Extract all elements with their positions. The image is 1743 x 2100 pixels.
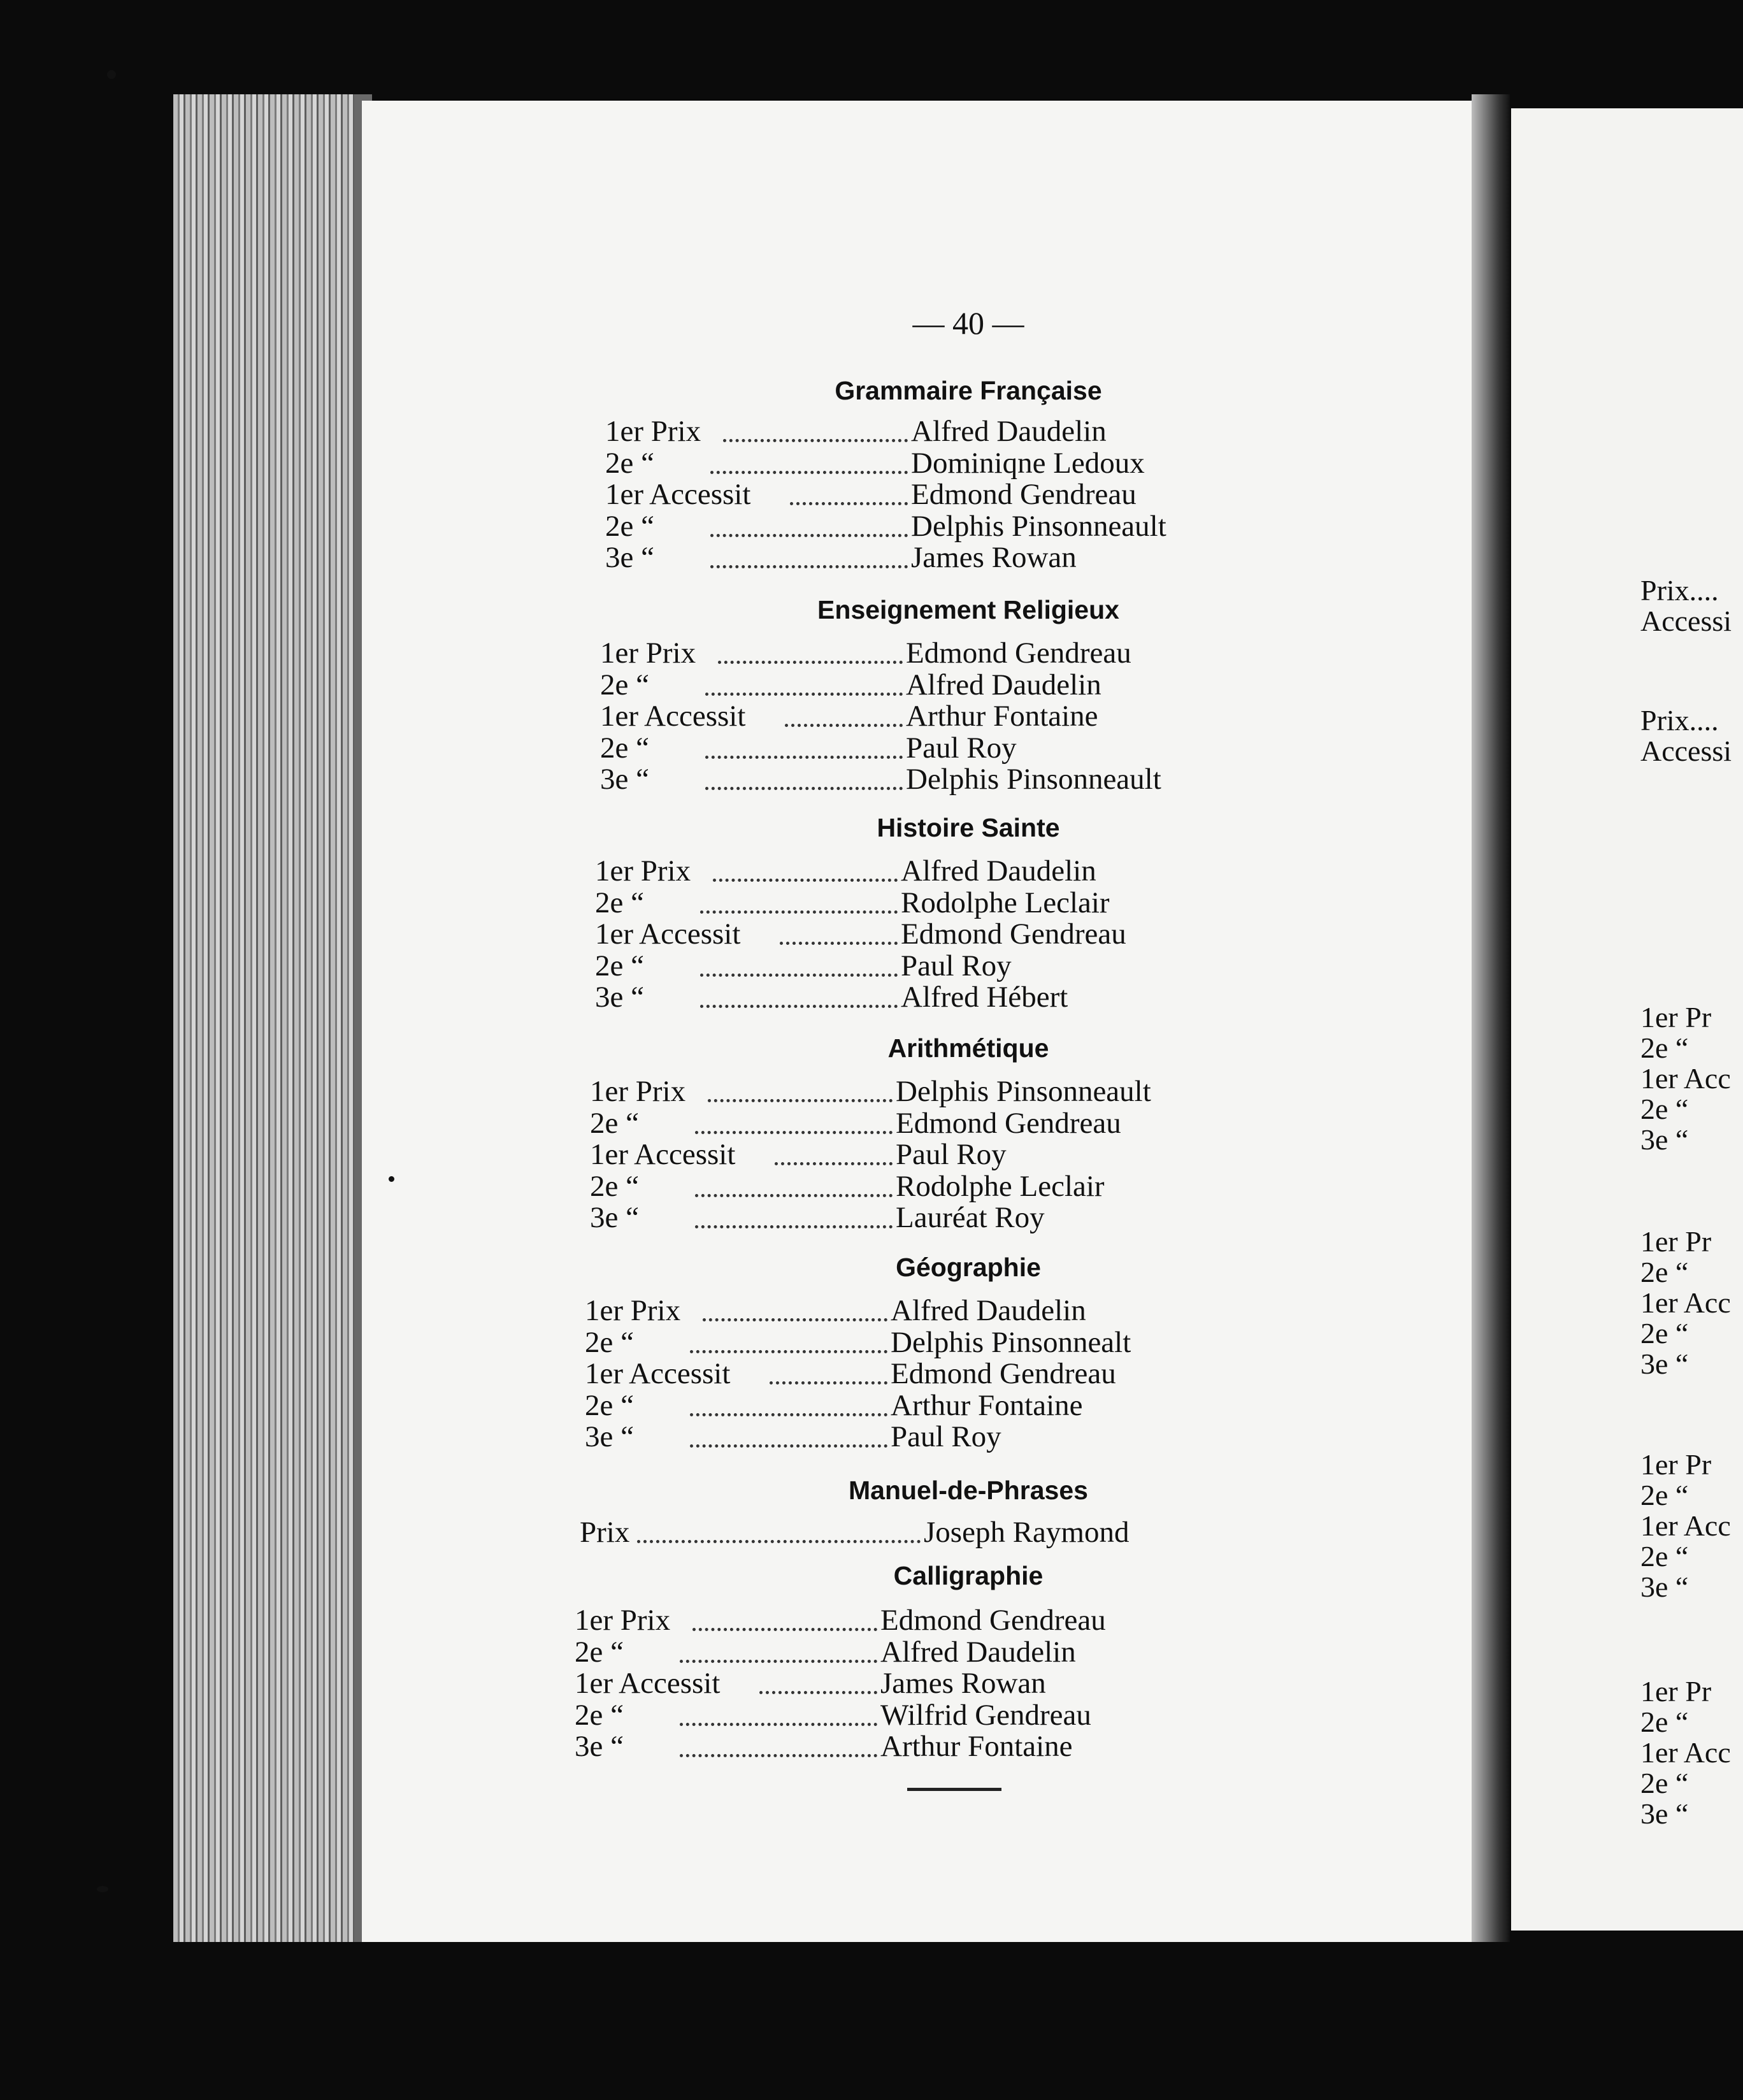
dot-leader [710,540,908,568]
dot-leader [637,1515,921,1543]
right-page-fragment: 2e “ [1640,1317,1689,1349]
prize-row [575,1603,1237,1636]
right-page-fragment: 1er Pr [1640,1001,1712,1033]
student-name: Lauréat Roy [896,1201,1045,1234]
prize-row [605,414,1268,447]
dot-leader [690,1388,887,1416]
book-gutter [1472,94,1510,1942]
dot-leader [718,636,903,664]
prize-row [590,1106,1252,1139]
prize-rank: 2e “ [600,731,649,765]
dot-leader [770,1356,887,1384]
right-page-fragment: Accessi [1640,735,1732,767]
dot-leader [705,668,903,696]
prize-rank: 1er Prix [600,636,696,670]
student-name: Alfred Daudelin [906,668,1101,701]
dot-leader [695,1106,893,1134]
student-name: Dominiqne Ledoux [911,446,1145,480]
prize-row [585,1356,1247,1390]
prize-rank: 2e “ [605,509,654,543]
dot-leader [680,1698,877,1726]
dot-leader [700,980,898,1008]
prize-row [585,1325,1247,1358]
student-name: Alfred Hébert [901,981,1068,1014]
prize-rank: 1er Prix [590,1075,686,1108]
student-name: Joseph Raymond [924,1516,1130,1549]
prize-rank: 3e “ [585,1420,634,1453]
dot-leader [708,1074,893,1102]
right-page-fragment: 3e “ [1640,1797,1689,1830]
prize-row [595,854,1258,887]
right-page-fragment: 1er Acc [1640,1286,1731,1319]
prize-row [605,540,1268,573]
prize-rank: 1er Prix [605,415,701,448]
right-page-fragment: 2e “ [1640,1706,1689,1738]
section-heading: Manuel-de-Phrases [849,1476,1088,1505]
prize-row [600,731,1263,764]
student-name: Delphis Pinsonneault [906,763,1161,796]
student-name: Edmond Gendreau [891,1357,1116,1390]
right-page-fragment: 2e “ [1640,1256,1689,1288]
dot-leader [759,1666,877,1694]
speck [107,70,116,79]
student-name: Alfred Daudelin [911,415,1107,448]
prize-row [595,886,1258,919]
prize-rank: 2e “ [590,1106,639,1140]
student-name: Alfred Daudelin [880,1635,1076,1669]
right-page-fragment: 3e “ [1640,1348,1689,1380]
prize-rank: 2e “ [595,949,644,982]
section-heading: Histoire Sainte [877,813,1060,842]
student-name: Paul Roy [891,1420,1001,1453]
prize-row [585,1388,1247,1421]
student-name: Delphis Pinsonneault [896,1075,1151,1108]
prize-row [580,1515,1242,1548]
section-heading: Géographie [896,1253,1041,1282]
student-name: Edmond Gendreau [906,636,1131,670]
prize-row [605,446,1268,479]
student-name: Rodolphe Leclair [896,1169,1105,1203]
prize-rank: Prix [580,1516,630,1549]
dot-leader [705,762,903,790]
prize-rank: 3e “ [605,541,654,574]
student-name: Paul Roy [906,731,1017,765]
prize-row [600,636,1263,669]
speck [97,1886,108,1892]
student-name: Paul Roy [896,1138,1007,1171]
prize-row [575,1729,1237,1762]
dot-leader [690,1325,887,1353]
prize-row [575,1635,1237,1668]
prize-row [600,699,1263,732]
right-page-fragment: Prix.... [1640,704,1719,737]
dot-leader [790,477,908,505]
dot-leader [680,1635,877,1663]
prize-row [595,917,1258,950]
prize-rank: 3e “ [595,981,644,1014]
prize-rank: 2e “ [605,446,654,480]
section-heading: Enseignement Religieux [817,595,1119,624]
section-heading: Calligraphie [893,1561,1044,1590]
page-number: — 40 — [912,305,1024,341]
student-name: James Rowan [880,1667,1046,1700]
right-page-fragment: 1er Pr [1640,1675,1712,1708]
dot-leader [700,949,898,977]
dot-leader [695,1200,893,1228]
right-page-fragment: 2e “ [1640,1479,1689,1511]
prize-rank: 3e “ [575,1730,624,1763]
speck [389,1176,394,1182]
dot-leader [710,509,908,537]
end-rule [907,1788,1001,1791]
dot-leader [785,699,903,727]
prize-rank: 1er Prix [575,1604,671,1637]
prize-row [585,1293,1247,1327]
right-page-fragment: 1er Acc [1640,1062,1731,1095]
prize-row [595,980,1258,1013]
prize-rank: 1er Accessit [605,478,751,511]
student-name: Edmond Gendreau [901,917,1126,951]
right-page-fragment: Accessi [1640,605,1732,637]
dot-leader [705,731,903,759]
prize-rank: 2e “ [595,886,644,919]
prize-rank: 1er Accessit [575,1667,721,1700]
student-name: Wilfrid Gendreau [880,1698,1091,1732]
prize-rank: 1er Accessit [600,700,746,733]
student-name: Delphis Pinsonnealt [891,1325,1131,1359]
prize-rank: 2e “ [590,1169,639,1203]
student-name: James Rowan [911,541,1077,574]
right-page-fragment: 3e “ [1640,1571,1689,1603]
student-name: Arthur Fontaine [880,1730,1073,1763]
prize-rank: 1er Accessit [585,1357,731,1390]
prize-rank: 1er Accessit [595,917,741,951]
prize-rank: 2e “ [575,1635,624,1669]
student-name: Rodolphe Leclair [901,886,1110,919]
prize-row [590,1200,1252,1233]
right-page-fragment: 1er Pr [1640,1448,1712,1481]
dot-leader [690,1420,887,1448]
right-page-fragment: 2e “ [1640,1540,1689,1572]
prize-rank: 2e “ [575,1698,624,1732]
prize-row [590,1074,1252,1107]
prize-row [605,509,1268,542]
prize-rank: 2e “ [585,1388,634,1422]
dot-leader [695,1169,893,1197]
dot-leader [780,917,898,945]
student-name: Edmond Gendreau [911,478,1137,511]
right-page-fragment: 2e “ [1640,1093,1689,1125]
dot-leader [692,1603,877,1631]
right-page-fragment: 2e “ [1640,1032,1689,1064]
prize-rank: 3e “ [600,763,649,796]
dot-leader [710,446,908,474]
prize-row [575,1698,1237,1731]
dot-leader [723,414,908,442]
prize-rank: 2e “ [585,1325,634,1359]
dot-leader [703,1293,887,1321]
dot-leader [700,886,898,914]
student-name: Edmond Gendreau [896,1106,1121,1140]
prize-row [600,668,1263,701]
section-heading: Arithmétique [887,1033,1049,1063]
student-name: Arthur Fontaine [906,700,1098,733]
prize-rank: 2e “ [600,668,649,701]
prize-row [590,1137,1252,1170]
prize-rank: 1er Accessit [590,1138,736,1171]
student-name: Delphis Pinsonneault [911,509,1166,543]
prize-row [605,477,1268,510]
right-page-fragment: Prix.... [1640,574,1719,607]
book-page-edges [173,94,372,1942]
prize-rank: 1er Prix [595,854,691,888]
student-name: Alfred Daudelin [901,854,1096,888]
dot-leader [775,1137,893,1165]
prize-rank: 1er Prix [585,1294,681,1327]
section-heading: Grammaire Française [835,376,1102,405]
prize-row [600,762,1263,795]
right-page-fragment: 2e “ [1640,1767,1689,1799]
prize-rank: 3e “ [590,1201,639,1234]
dot-leader [713,854,898,882]
right-page-fragment: 1er Acc [1640,1509,1731,1542]
prize-row [595,949,1258,982]
prize-row [585,1420,1247,1453]
prize-row [590,1169,1252,1202]
right-page-fragment: 3e “ [1640,1123,1689,1156]
right-page-fragment: 1er Pr [1640,1225,1712,1258]
right-page-fragment: 1er Acc [1640,1736,1731,1769]
student-name: Alfred Daudelin [891,1294,1086,1327]
prize-row [575,1666,1237,1699]
dot-leader [680,1729,877,1757]
student-name: Arthur Fontaine [891,1388,1083,1422]
student-name: Edmond Gendreau [880,1604,1106,1637]
student-name: Paul Roy [901,949,1012,982]
